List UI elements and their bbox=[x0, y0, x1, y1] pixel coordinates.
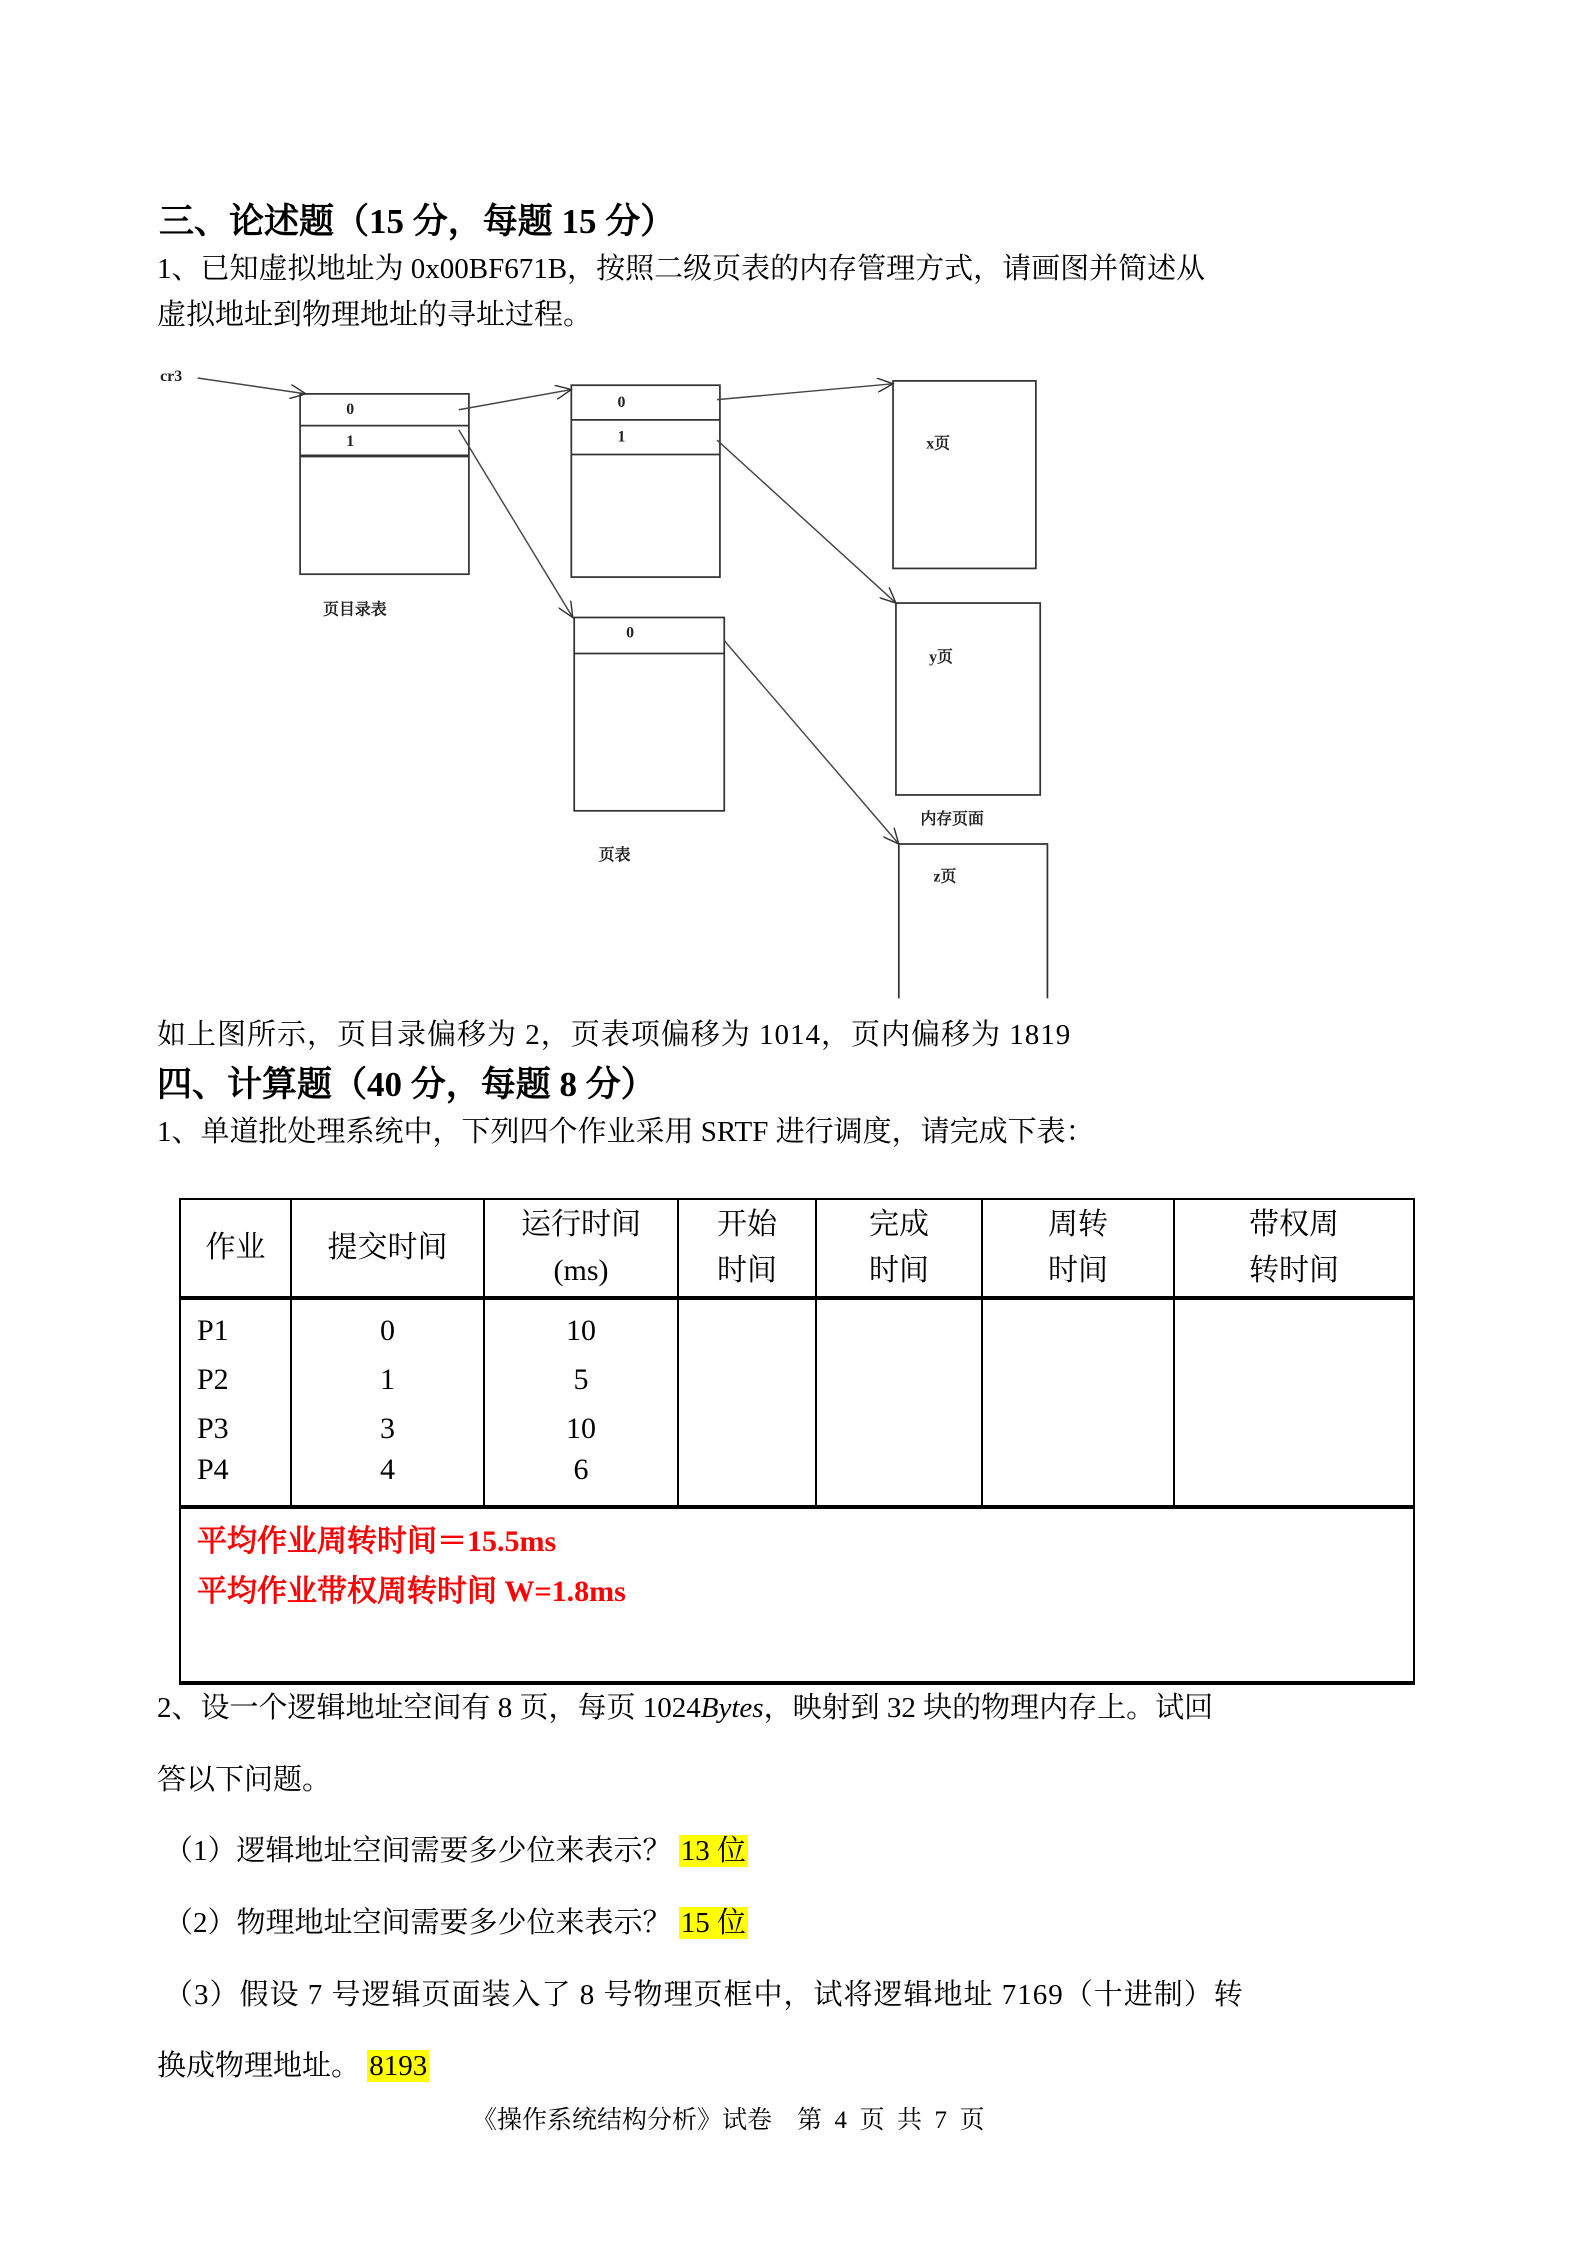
section3-q1-line2: 虚拟地址到物理地址的寻址过程。 bbox=[157, 299, 593, 331]
header-weighted: 带权周 转时间 bbox=[1174, 1199, 1414, 1298]
section4-q2-line2: 答以下问题。 bbox=[157, 1764, 332, 1796]
section3-heading: 三、论述题（15 分，每题 15 分） bbox=[159, 202, 676, 241]
memory-pages-label: 内存页面 bbox=[920, 810, 984, 828]
section3-answer: 如上图所示，页目录偏移为 2，页表项偏移为 1014，页内偏移为 1819 bbox=[157, 1019, 1072, 1051]
section4-q2-line1: 2、设一个逻辑地址空间有 8 页，每页 1024Bytes，映射到 32 块的物理内存上。试回 bbox=[157, 1692, 1214, 1724]
answer-2: 15 位 bbox=[680, 1907, 747, 1939]
page-y-label: y页 bbox=[929, 649, 953, 667]
memory-page-z-box bbox=[899, 844, 1048, 998]
sub-question-2: （2）物理地址空间需要多少位来表示？ 15 位 bbox=[164, 1907, 747, 1939]
pt1-entry-1: 1 bbox=[617, 428, 626, 446]
arrow-pt1-0 bbox=[717, 384, 893, 400]
dir-label: 页目录表 bbox=[323, 601, 387, 619]
page-x-label: x页 bbox=[926, 435, 951, 453]
header-job: 作业 bbox=[180, 1199, 291, 1298]
page-footer: 《操作系统结构分析》试卷 第 4 页 共 7 页 bbox=[472, 2107, 985, 2134]
sub-question-3-cont: 换成物理地址。 8193 bbox=[157, 2050, 428, 2082]
header-run: 运行时间 (ms) bbox=[484, 1199, 678, 1298]
arrow-dir1 bbox=[459, 430, 573, 618]
table-row: P2 1 5 bbox=[180, 1355, 1414, 1404]
avg-weighted-turnaround: 平均作业带权周转时间 W=1.8ms bbox=[197, 1575, 626, 1608]
memory-page-y-box bbox=[896, 603, 1040, 795]
page-table-1-box bbox=[571, 385, 720, 577]
arrow-pt1-1 bbox=[717, 440, 896, 603]
arrow-pt2-0 bbox=[724, 641, 899, 844]
sub-question-1: （1）逻辑地址空间需要多少位来表示？ 13 位 bbox=[164, 1835, 747, 1867]
arrow-cr3 bbox=[198, 378, 306, 394]
header-submit: 提交时间 bbox=[291, 1199, 484, 1298]
page-table-2-box bbox=[574, 617, 724, 810]
section4-q1: 1、单道批处理系统中，下列四个作业采用 SRTF 进行调度，请完成下表： bbox=[157, 1116, 1095, 1148]
pt-label: 页表 bbox=[598, 846, 631, 864]
table-row: P3 3 10 bbox=[180, 1404, 1414, 1453]
dir-entry-0: 0 bbox=[346, 401, 355, 419]
cr3-label: cr3 bbox=[160, 367, 183, 385]
header-start: 开始 时间 bbox=[678, 1199, 816, 1298]
table-header-row bbox=[180, 1199, 1414, 1298]
answer-3: 8193 bbox=[369, 2050, 428, 2082]
memory-page-x-box bbox=[893, 381, 1036, 569]
table-summary-row bbox=[180, 1507, 1414, 1683]
arrow-dir0 bbox=[459, 390, 572, 410]
page-z-label: z页 bbox=[933, 868, 957, 886]
avg-turnaround: 平均作业周转时间＝15.5ms bbox=[197, 1525, 557, 1558]
page-directory-box bbox=[300, 394, 469, 574]
sub-question-3: （3）假设 7 号逻辑页面装入了 8 号物理页框中，试将逻辑地址 7169（十进制）转 bbox=[164, 1979, 1244, 2011]
header-finish: 完成 时间 bbox=[816, 1199, 982, 1298]
pt1-entry-0: 0 bbox=[617, 393, 626, 411]
section3-q1-line1: 1、已知虚拟地址为 0x00BF671B，按照二级页表的内存管理方式，请画图并简述从 bbox=[157, 253, 1206, 285]
pt2-entry-0: 0 bbox=[626, 624, 635, 642]
table-row: P4 4 6 bbox=[180, 1453, 1414, 1507]
table-row: P1 0 10 bbox=[180, 1298, 1414, 1355]
dir-entry-1: 1 bbox=[346, 432, 355, 450]
section4-heading: 四、计算题（40 分，每题 8 分） bbox=[157, 1065, 656, 1104]
srtf-table bbox=[179, 1198, 1415, 1685]
header-turnaround: 周转 时间 bbox=[982, 1199, 1174, 1298]
answer-1: 13 位 bbox=[680, 1835, 747, 1867]
